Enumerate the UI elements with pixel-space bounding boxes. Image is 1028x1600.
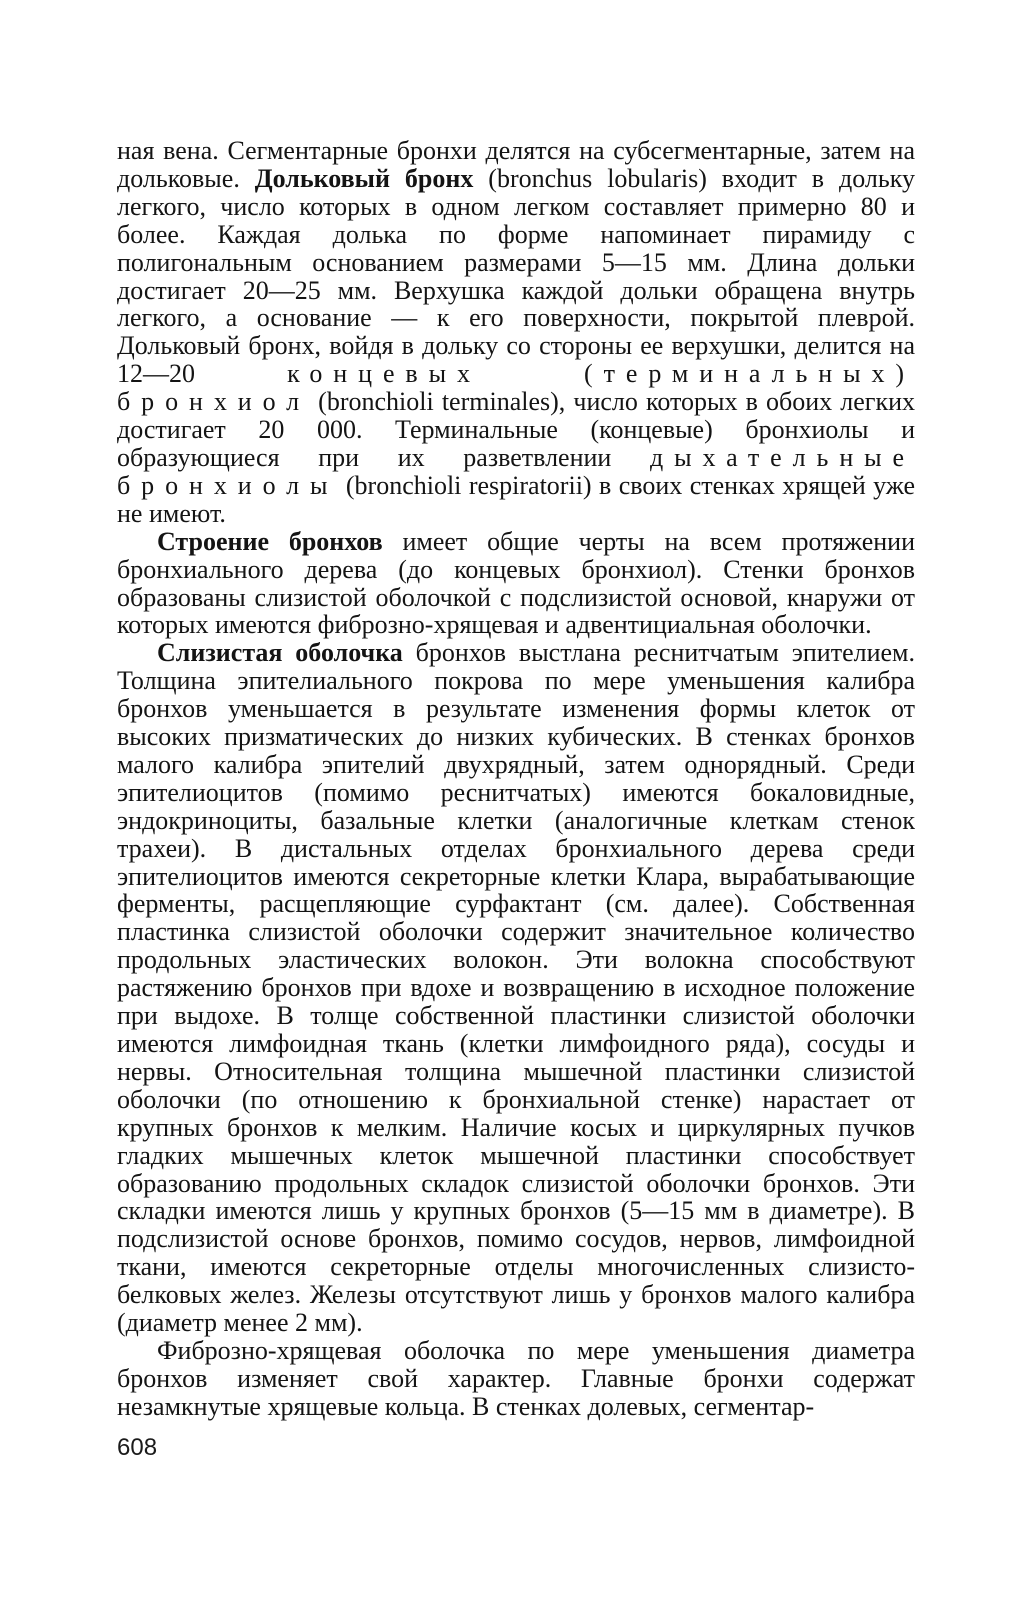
- heading-bronchi-structure: Строение бронхов: [157, 526, 383, 556]
- term-lobular-bronchus: Дольковый бронх: [254, 163, 474, 193]
- text-segment: (bronchus lobularis) входит в дольку легкого, число которых в одном легком составляет примерно 80 и более. Каждая долька по форме напоминает пирамиду с полигональным основанием размерами 5—15 мм. Длина дольки достигает 20—25 мм. Верхушка каждой дольки обращена внутрь легкого, а основание — к его поверхности, покрытой плеврой. Дольковый бронх, войдя в дольку со стороны ее верхушки, делится на 12—20: [117, 163, 915, 389]
- paragraph-2: [117, 528, 915, 640]
- heading-mucous-membrane: Слизистая оболочка: [157, 638, 403, 668]
- text-segment: ная вена. Сегментарные бронхи делятся на субсегментарные, затем на дольковые.: [117, 136, 915, 193]
- text-segment: (bronchioli terminales), число которых в обоих легких достигает 20 000. Терминальные (концевые) бронхиолы и образующиеся при их разветвлении: [117, 387, 915, 472]
- page-number: 608: [117, 1434, 158, 1461]
- paragraph-1: [117, 137, 915, 528]
- page-body: [117, 137, 915, 1421]
- text-segment: Фиброзно-хрящевая оболочка по мере уменьшения диаметра бронхов изменяет свой характер. Главные бронхи содержат незамкнутые хрящевые кольца. В стенках долевых, сегментар-: [117, 1335, 915, 1421]
- paragraph-3: [117, 639, 915, 1337]
- paragraph-4: [117, 1337, 915, 1421]
- text-segment: имеет общие черты на всем протяжении бронхиального дерева (до концевых бронхиол). Стенки бронхов образованы слизистой оболочкой с подслизистой основой, кнаружи от которых имеются фиброзно-хрящевая и адвентициальная оболочки.: [117, 526, 915, 640]
- term-respiratory-bronchioles: дыхательные бронхиолы: [117, 442, 915, 500]
- text-segment: (bronchioli respiratorii) в своих стенках хрящей уже не имеют.: [117, 470, 915, 528]
- text-segment: бронхов выстлана реснитчатым эпителием. Толщина эпителиального покрова по мере уменьшения калибра бронхов уменьшается в результате изменения формы клеток от высоких призматических до низких кубических. В стенках бронхов малого калибра эпителий двухрядный, затем однорядный. Среди эпителиоцитов (помимо реснитчатых) имеются бокаловидные, эндокриноциты, базальные клетки (аналогичные клеткам стенок трахеи). В дистальных отделах бронхиального дерева среди эпителиоцитов имеются секреторные клетки Клара, вырабатывающие ферменты, расщепляющие сурфактант (см. далее). Собственная пластинка слизистой оболочки содержит значительное количество продольных эластических волокон. Эти волокна способствуют растяжению бронхов при вдохе и возвращению в исходное положение при выдохе. В толще собственной пластинки слизистой оболочки имеются лимфоидная ткань (клетки лимфоидного ряда), сосуды и нервы. Относительная толщина мышечной пластинки слизистой оболочки (по отношению к бронхиальной стенке) нарастает от крупных бронхов к мелким. Наличие косых и циркулярных пучков гладких мышечных клеток мышечной пластинки способствует образованию продольных складок слизистой оболочки бронхов. Эти складки имеются лишь у крупных бронхов (5—15 мм в диаметре). В подслизистой основе бронхов, помимо сосудов, нервов, лимфоидной ткани, имеются секреторные отделы многочисленных слизисто-белковых желез. Железы отсутствуют лишь у бронхов малого калибра (диаметр менее 2 мм).: [117, 638, 915, 1338]
- term-terminal-bronchioles: концевых (терминальных) бронхиол: [117, 359, 915, 417]
